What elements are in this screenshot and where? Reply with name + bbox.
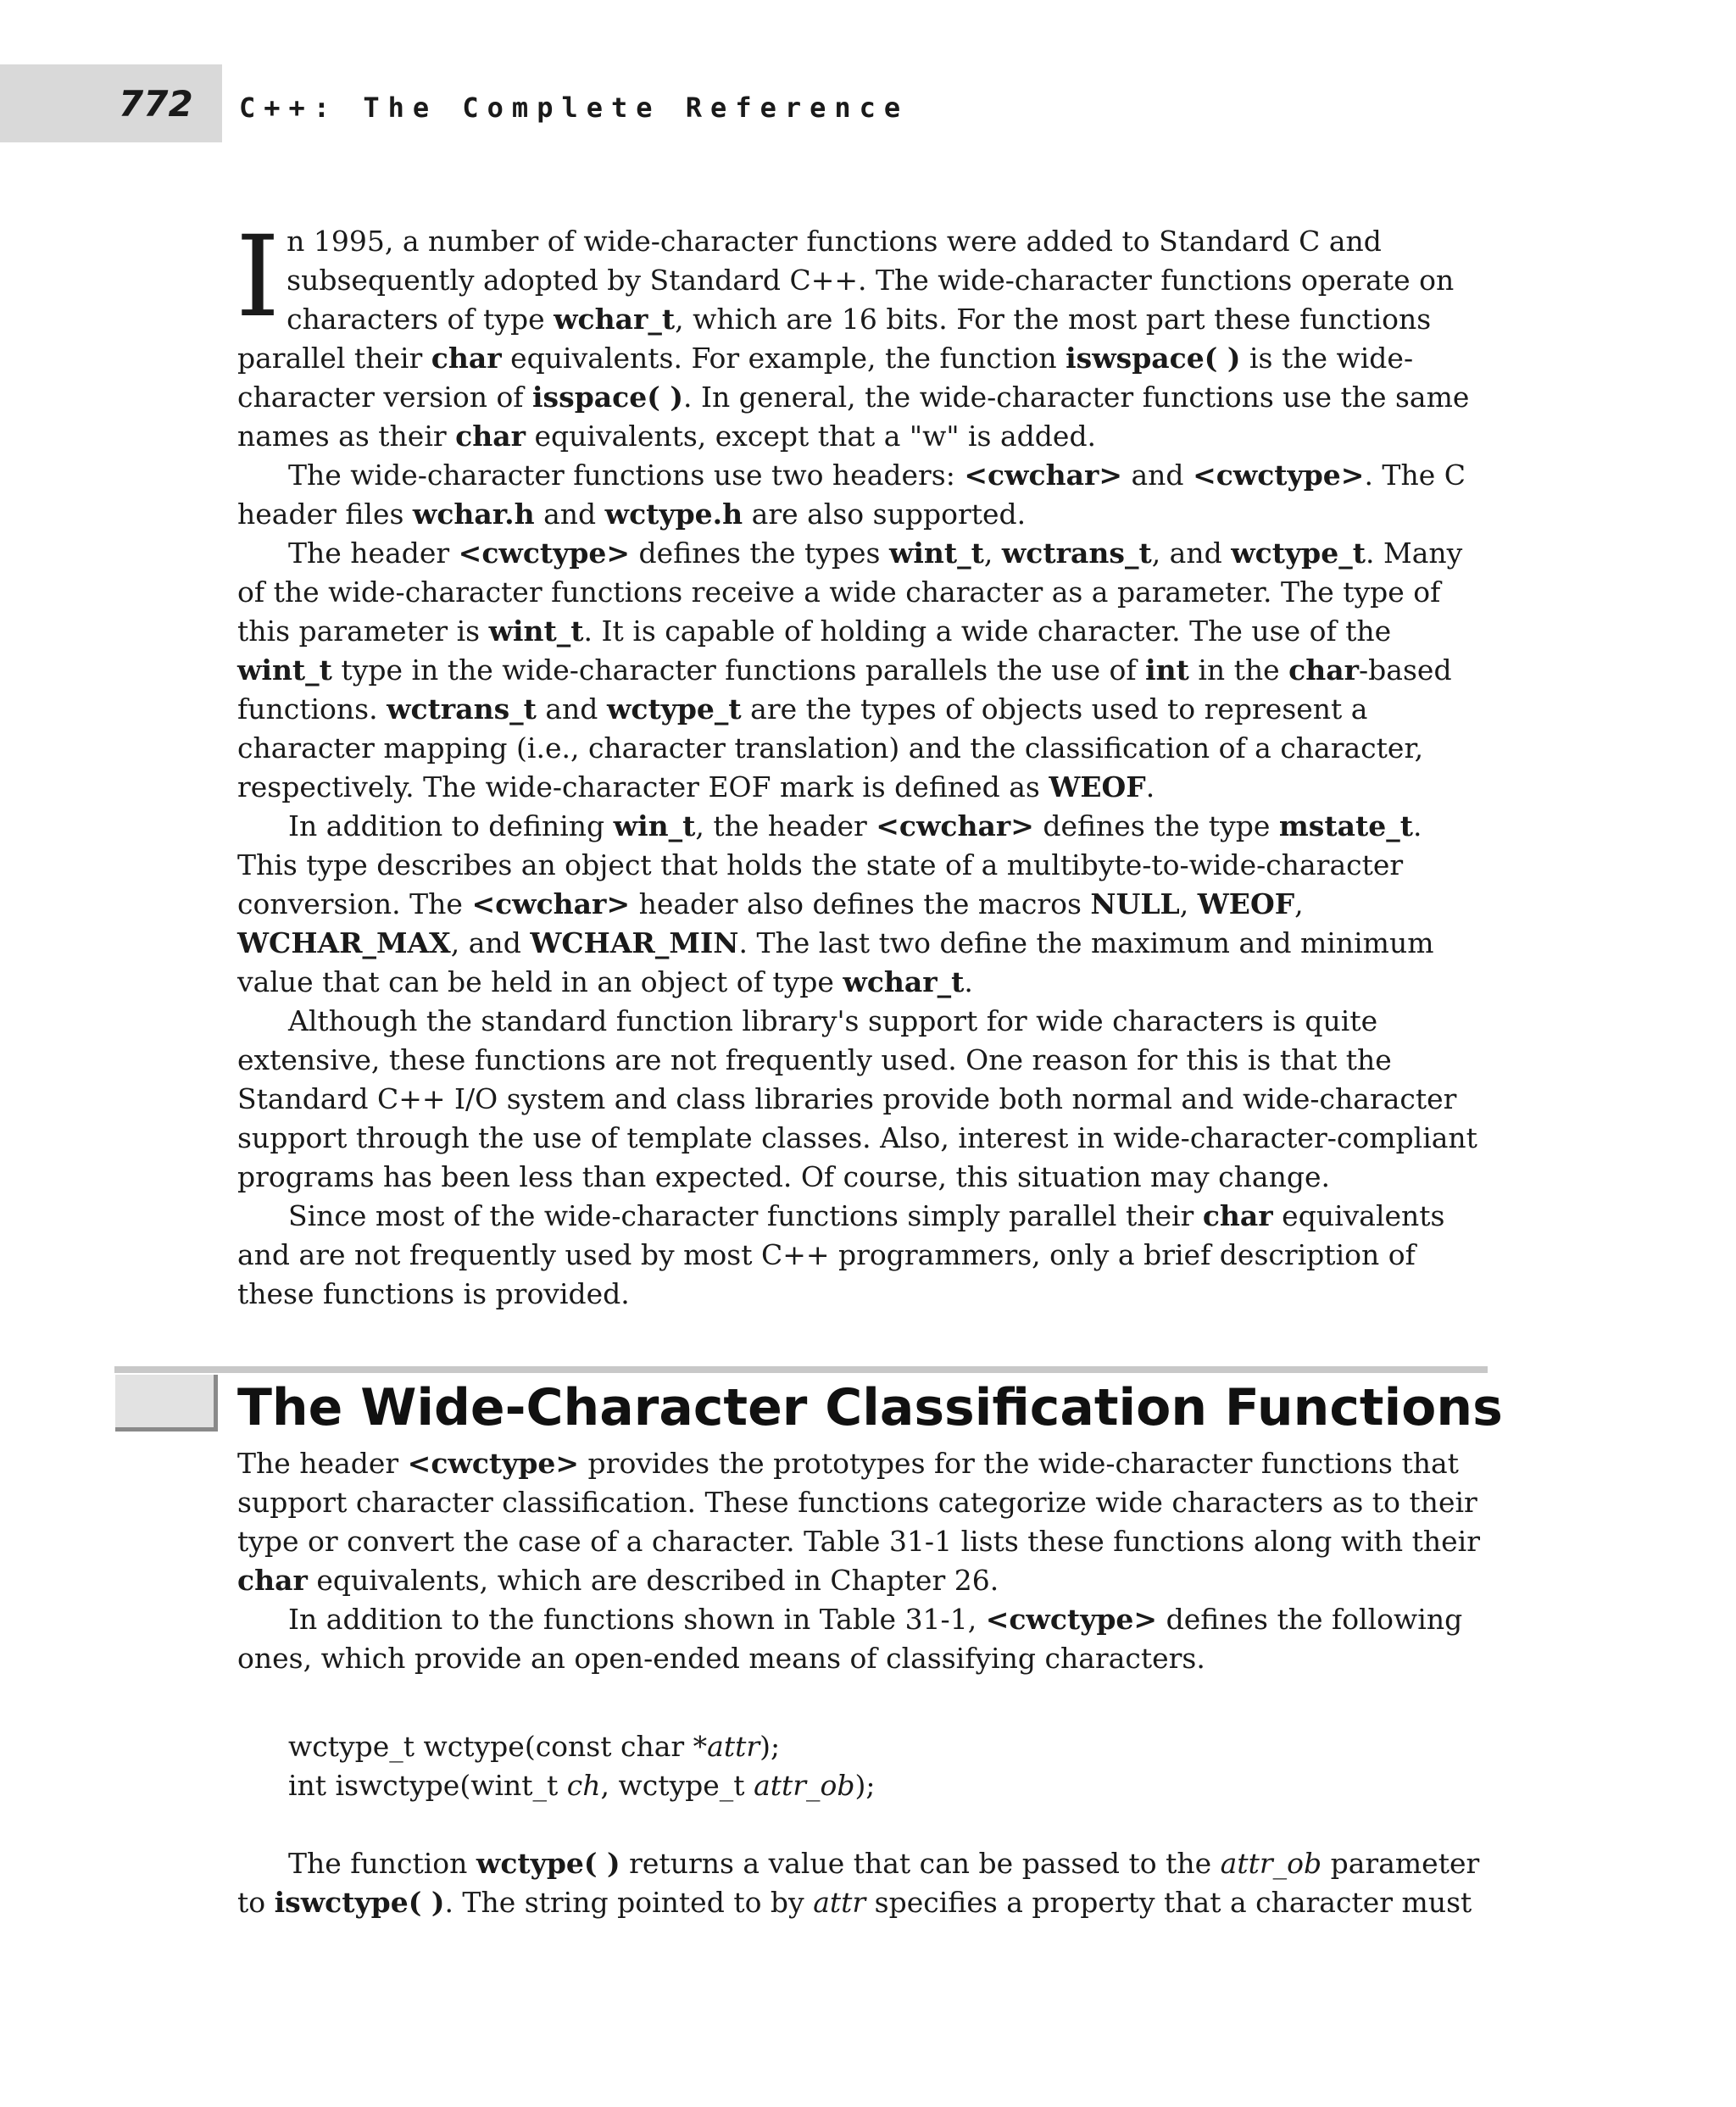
text-run: and (534, 498, 605, 531)
text-run: are the types of objects used to represent a character mapping (i.e., character translation) and the classification of a character, respectively. The wide-character EOF mark is defined as (237, 692, 1424, 803)
text-run: is the wide-character version of (237, 342, 1414, 414)
text-run: equivalents, except that a "w" is added. (526, 420, 1097, 453)
text-run: Since most of the wide-character functions simply parallel their (288, 1199, 1203, 1232)
section-paragraph-1 (237, 1444, 1483, 1600)
bold-term: WEOF (1197, 887, 1295, 920)
text-run: in the (1188, 653, 1289, 687)
text-run: parameter to (237, 1847, 1480, 1919)
section-text-continued (237, 1844, 1483, 1922)
section-rule (114, 1366, 1488, 1373)
bold-term: <cwctype> (1193, 459, 1365, 492)
bold-term: WCHAR_MAX (237, 926, 451, 959)
text-run: ); (760, 1730, 781, 1763)
bold-term: <cwchar> (876, 809, 1034, 842)
code-line (288, 1766, 876, 1805)
text-run: equivalents, which are described in Chapter 26. (307, 1564, 999, 1597)
text-run: and (536, 692, 607, 725)
section-marker (115, 1375, 218, 1432)
intro-paragraph-4 (237, 807, 1483, 1002)
text-run: . It is capable of holding a wide character. The use of the (583, 614, 1392, 648)
text-run: . The C header files (237, 459, 1466, 531)
text-run: . The last two define the maximum and minimum value that can be held in an object of type (237, 926, 1434, 998)
text-run: . (964, 965, 973, 998)
italic-term: attr (707, 1730, 760, 1763)
text-run: , and (1151, 536, 1232, 570)
bold-term: wchar_t (843, 965, 965, 998)
italic-term: attr (813, 1886, 866, 1919)
bold-term: NULL (1090, 887, 1180, 920)
intro-paragraph-3 (237, 534, 1483, 807)
text-run: , the header (695, 809, 876, 842)
running-title: C++: The Complete Reference (239, 92, 910, 124)
intro-paragraph-5 (237, 1002, 1483, 1197)
text-run: provides the prototypes for the wide-character functions that support character classification. These functions categorize wide characters as to their type or convert the case of a character. Table 31-1 lists these functions along with their (237, 1447, 1481, 1558)
bold-term: char (1202, 1199, 1273, 1232)
text-run: returns a value that can be passed to the (620, 1847, 1221, 1880)
bold-term: win_t (613, 809, 696, 842)
bold-term: WCHAR_MIN (530, 926, 739, 959)
section-heading: The Wide-Character Classification Functions (237, 1378, 1503, 1437)
text-run: , wctype_t (600, 1769, 754, 1802)
text-run: , (1179, 887, 1198, 920)
bold-term: iswctype( ) (274, 1886, 445, 1919)
intro-text (236, 212, 1483, 1314)
text-run: . (1145, 770, 1155, 803)
text-run: specifies a property that a character must (865, 1886, 1472, 1919)
bold-term: isspace( ) (532, 381, 683, 414)
section-paragraph-2 (237, 1600, 1483, 1678)
bold-term: wctype( ) (476, 1847, 620, 1880)
text-run: defines the type (1033, 809, 1279, 842)
bold-term: <cwchar> (964, 459, 1123, 492)
text-run: . The string pointed to by (444, 1886, 814, 1919)
text-run: type in the wide-character functions parallels the use of (331, 653, 1146, 687)
text-run: In addition to the functions shown in Table 31-1, (288, 1603, 986, 1636)
bold-term: wctype_t (606, 692, 742, 725)
text-run: header also defines the macros (630, 887, 1091, 920)
bold-term: wctype.h (604, 498, 743, 531)
text-run: , (1294, 887, 1304, 920)
bold-term: wctype_t (1231, 536, 1366, 570)
italic-term: attr_ob (1220, 1847, 1322, 1880)
page-number: 772 (119, 83, 193, 125)
code-block (288, 1727, 876, 1805)
italic-term: ch (566, 1769, 601, 1802)
text-run: ); (854, 1769, 876, 1802)
text-run: The function (288, 1847, 476, 1880)
text-run: The header (237, 1447, 408, 1480)
section-text (237, 1444, 1483, 1678)
text-run: int iswctype(wint_t (288, 1769, 567, 1802)
text-run: equivalents. For example, the function (501, 342, 1066, 375)
italic-term: attr_ob (754, 1769, 855, 1802)
text-run: , which are 16 bits. For the most part these functions parallel their (237, 303, 1432, 375)
bold-term: int (1145, 653, 1189, 687)
bold-term: iswspace( ) (1066, 342, 1241, 375)
text-run: , and (450, 926, 531, 959)
bold-term: <cwctype> (458, 536, 631, 570)
text-run: Although the standard function library's support for wide characters is quite extensive, these functions are not frequently used. One reason for this is that the Standard C++ I/O system and class libraries provide both normal and wide-character support through the use of template classes. Also, interest in wide-character-compliant programs has been less than expected. Of course, this situation may change. (237, 1004, 1477, 1193)
text-run: . This type describes an object that holds the state of a multibyte-to-wide-character conversion. The (237, 809, 1422, 920)
text-run: -based functions. (237, 653, 1452, 725)
section-paragraph-3 (237, 1844, 1483, 1922)
intro-paragraph-2 (237, 456, 1483, 534)
text-run: In addition to defining (288, 809, 614, 842)
bold-term: wint_t (237, 653, 332, 687)
bold-term: wchar.h (412, 498, 535, 531)
intro-paragraph-1 (236, 212, 1483, 456)
text-run: The wide-character functions use two headers: (288, 459, 965, 492)
bold-term: <cwchar> (471, 887, 631, 920)
bold-term: wint_t (888, 536, 984, 570)
text-run: are also supported. (743, 498, 1027, 531)
bold-term: wchar_t (554, 303, 676, 336)
code-line (288, 1727, 876, 1766)
text-run: n 1995, a number of wide-character functions were added to Standard C and subsequently adopted by Standard C++. The wide-character functions operate on characters of type (287, 225, 1455, 336)
bold-term: char (431, 342, 502, 375)
drop-cap: I (236, 212, 281, 342)
bold-term: char (455, 420, 526, 453)
text-run: defines the following ones, which provide an open-ended means of classifying characters. (237, 1603, 1463, 1675)
bold-term: wctrans_t (1001, 536, 1152, 570)
text-run: defines the types (630, 536, 889, 570)
bold-term: wint_t (488, 614, 584, 648)
text-run: , (983, 536, 1002, 570)
text-run: . Many of the wide-character functions receive a wide character as a parameter. The type of this parameter is (237, 536, 1463, 648)
bold-term: <cwctype> (407, 1447, 580, 1480)
text-run: The header (288, 536, 459, 570)
bold-term: char (1288, 653, 1360, 687)
bold-term: WEOF (1049, 770, 1146, 803)
text-run: and (1122, 459, 1194, 492)
bold-term: <cwctype> (985, 1603, 1158, 1636)
bold-term: wctrans_t (387, 692, 537, 725)
text-run: . In general, the wide-character functions use the same names as their (237, 381, 1470, 453)
text-run: equivalents and are not frequently used by most C++ programmers, only a brief description of these functions is provided. (237, 1199, 1445, 1310)
intro-paragraph-6 (237, 1197, 1483, 1314)
bold-term: mstate_t (1278, 809, 1413, 842)
text-run: wctype_t wctype(const char * (288, 1730, 708, 1763)
bold-term: char (237, 1564, 308, 1597)
